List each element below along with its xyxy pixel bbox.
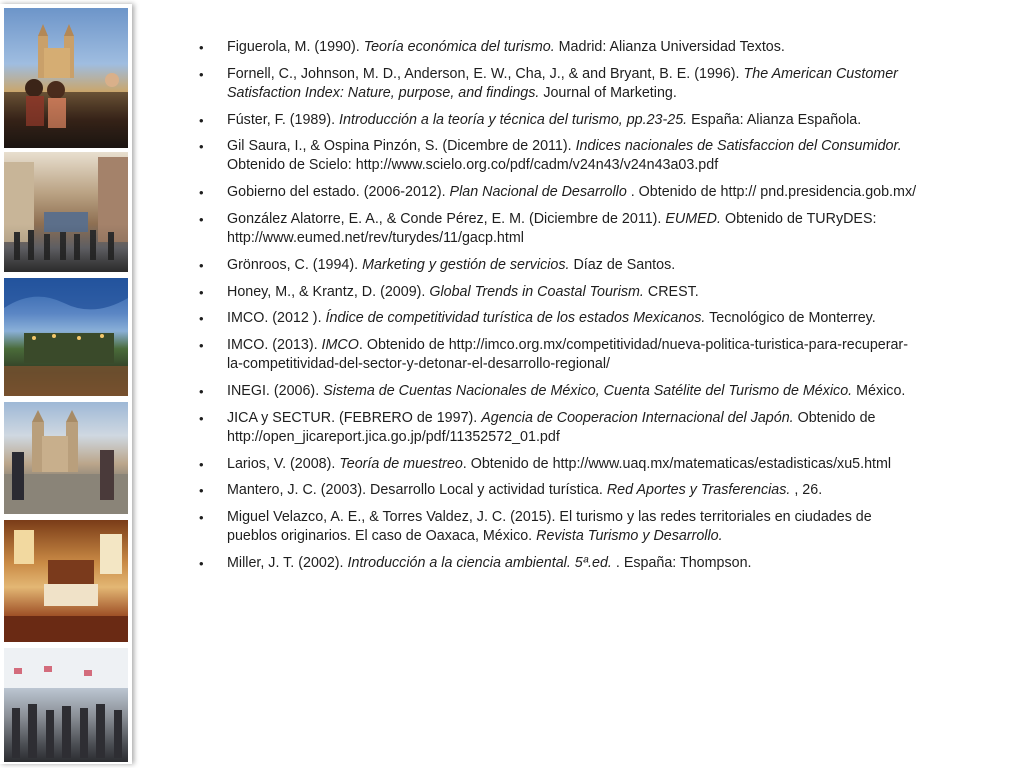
- reference-text: INEGI. (2006).: [227, 382, 324, 399]
- bullet-icon: •: [199, 40, 204, 55]
- reference-item: [196, 455, 921, 474]
- reference-item: [196, 256, 921, 275]
- reference-text: Mantero, J. C. (2003). Desarrollo Local y actividad turística.: [227, 482, 607, 499]
- reference-text: Grönroos, C. (1994).: [227, 256, 363, 273]
- reference-text: Figuerola, M. (1990).: [227, 39, 364, 55]
- reference-text: . Obtenido de http://imco.org.mx/competitividad/nueva-politica-turistica-para-recuperar- la-competitividad-del-sector-y-detonar-el-desarrollo-regional/: [227, 337, 908, 373]
- bullet-icon: •: [199, 555, 204, 571]
- reference-item: [196, 409, 921, 447]
- reference-text: Miguel Velazco, A. E., & Torres Valdez, J. C. (2015). El turismo y las redes territoriales en ciudades de pueblos originarios. El caso de Oaxaca, México.: [227, 509, 872, 545]
- reference-text: IMCO. (2013).: [227, 337, 322, 354]
- courtyard-evening-photo: [4, 278, 128, 396]
- church-plaza-photo: [4, 402, 128, 514]
- reference-text: Madrid: Alianza Universidad Textos.: [554, 39, 785, 55]
- bullet-icon: •: [199, 211, 204, 227]
- reference-text: México.: [852, 382, 906, 399]
- reference-title: EUMED.: [665, 210, 721, 227]
- reference-item: [196, 183, 921, 202]
- reference-text: Obtenido de http://open_jicareport.jica.go.jp/pdf/11352572_01.pdf: [227, 409, 876, 445]
- street-crowd-photo: [4, 152, 128, 272]
- reference-text: , 26.: [790, 482, 823, 499]
- bullet-icon: •: [199, 139, 204, 155]
- bullet-icon: •: [199, 483, 204, 499]
- bullet-icon: •: [199, 185, 204, 201]
- bullet-icon: •: [199, 338, 204, 354]
- reference-title: IMCO: [321, 337, 359, 354]
- reference-list: [196, 38, 921, 581]
- reference-text: Obtenido de Scielo: http://www.scielo.org.co/pdf/cadm/v24n43/v24n43a03.pdf: [227, 157, 719, 174]
- reference-title: Introducción a la teoría y técnica del turismo, pp.23-25.: [339, 111, 688, 128]
- reference-text: Honey, M., & Krantz, D. (2009).: [227, 283, 430, 300]
- reference-text: González Alatorre, E. A., & Conde Pérez, E. M. (Diciembre de 2011).: [227, 210, 666, 227]
- reference-text: Miller, J. T. (2002).: [227, 554, 348, 571]
- reference-text: Obtenido de TURyDES: http://www.eumed.net/rev/turydes/11/gacp.html: [227, 210, 877, 246]
- reference-text: . Obtenido de http://www.uaq.mx/matematicas/estadisticas/xu5.html: [462, 455, 892, 472]
- cathedral-terrace-photo: [4, 8, 128, 148]
- reference-item: [196, 508, 921, 546]
- reference-title: Revista Turismo y Desarrollo.: [536, 528, 723, 545]
- reference-title: Indices nacionales de Satisfaccion del Consumidor.: [575, 138, 902, 155]
- reference-text: Díaz de Santos.: [569, 256, 676, 273]
- reference-text: JICA y SECTUR. (FEBRERO de 1997).: [227, 409, 482, 426]
- reference-title: Sistema de Cuentas Nacionales de México, Cuenta Satélite del Turismo de México.: [323, 382, 853, 399]
- reference-title: Teoría económica del turismo.: [363, 39, 555, 55]
- reference-title: The American Customer Satisfaction Index: Nature, purpose, and findings.: [227, 65, 898, 101]
- reference-text: . Obtenido de http:// pnd.presidencia.gob.mx/: [626, 184, 917, 201]
- hotel-room-photo: [4, 520, 128, 642]
- reference-item: [196, 554, 921, 573]
- reference-title: Global Trends in Coastal Tourism.: [429, 283, 644, 300]
- bullet-icon: •: [199, 510, 204, 526]
- reference-title: Agencia de Cooperacion Internacional del Japón.: [481, 409, 794, 426]
- reference-item: [196, 481, 921, 500]
- reference-text: IMCO. (2012 ).: [227, 310, 326, 327]
- reference-title: Índice de competitividad turística de los estados Mexicanos.: [325, 310, 706, 327]
- reference-text: Fornell, C., Johnson, M. D., Anderson, E. W., Cha, J., & and Bryant, B. E. (1996).: [227, 65, 744, 82]
- bullet-icon: •: [199, 383, 204, 399]
- photo-sidebar: [0, 4, 132, 764]
- reference-title: Introducción a la ciencia ambiental. 5ª.ed.: [347, 554, 612, 571]
- bullet-icon: •: [199, 112, 204, 128]
- reference-item: [196, 382, 921, 401]
- reference-item: [196, 137, 921, 175]
- reference-title: Plan Nacional de Desarrollo: [449, 184, 627, 201]
- reference-text: Fúster, F. (1989).: [227, 111, 340, 128]
- bullet-icon: •: [199, 66, 204, 82]
- reference-item: [196, 111, 921, 130]
- reference-text: Larios, V. (2008).: [227, 455, 340, 472]
- reference-text: Gobierno del estado. (2006-2012).: [227, 184, 450, 201]
- reference-item: [196, 336, 921, 374]
- reference-item: [196, 210, 921, 248]
- bullet-icon: •: [199, 284, 204, 300]
- reference-text: Gil Saura, I., & Ospina Pinzón, S. (Dicembre de 2011).: [227, 138, 576, 155]
- market-crowd-photo: [4, 648, 128, 762]
- reference-text: . España: Thompson.: [611, 554, 752, 571]
- reference-item: [196, 309, 921, 328]
- reference-item: [196, 283, 921, 302]
- bullet-icon: •: [199, 410, 204, 426]
- reference-item: [196, 65, 921, 103]
- bullet-icon: •: [199, 456, 204, 472]
- reference-title: Marketing y gestión de servicios.: [362, 256, 570, 273]
- reference-title: Teoría de muestreo: [339, 455, 463, 472]
- reference-text: Journal of Marketing.: [539, 84, 677, 101]
- reference-title: Red Aportes y Trasferencias.: [606, 482, 791, 499]
- reference-text: Tecnológico de Monterrey.: [705, 310, 876, 327]
- reference-text: España: Alianza Española.: [687, 111, 862, 128]
- reference-item: [196, 38, 921, 57]
- bullet-icon: •: [199, 311, 204, 327]
- bullet-icon: •: [199, 257, 204, 273]
- reference-text: CREST.: [643, 283, 699, 300]
